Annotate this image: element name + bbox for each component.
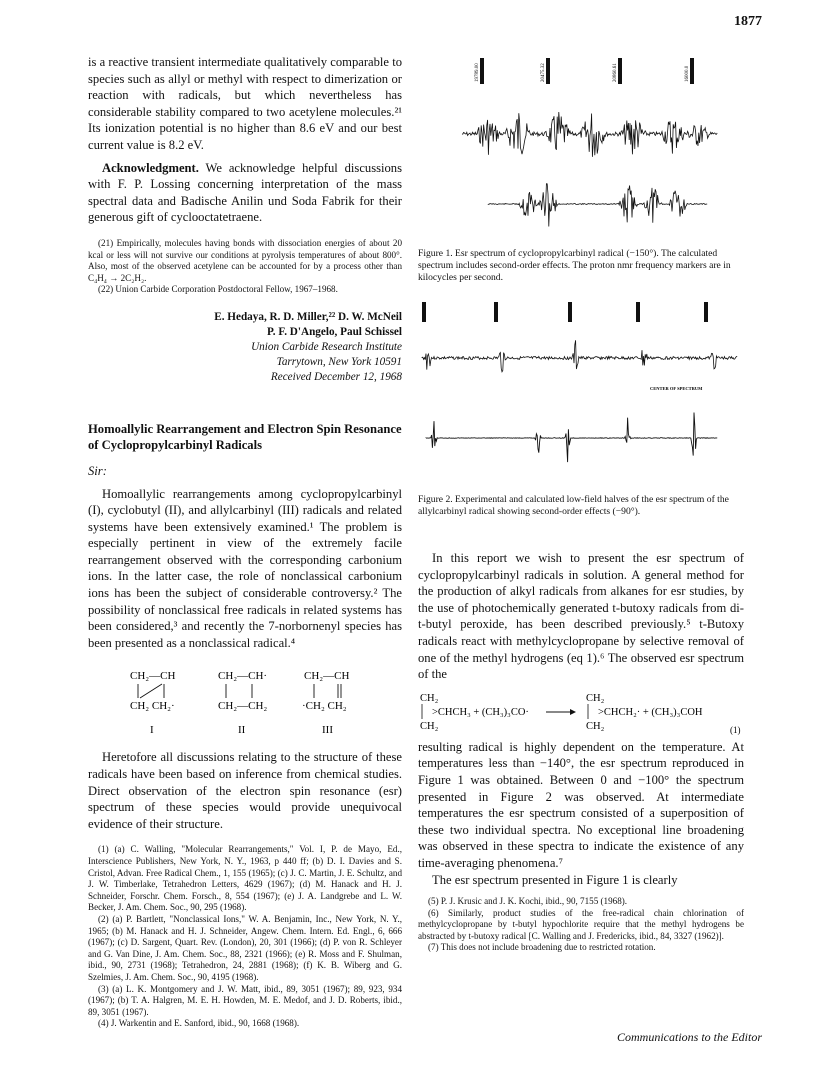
eq-right-top: CH₂ [586, 692, 605, 704]
structure-III-bottom: ·CH₂ CH₂ [302, 700, 347, 713]
footnotes-bottom [88, 844, 402, 1030]
eq-right-bot: CH₂ [586, 720, 605, 732]
frequency-marker [568, 302, 572, 322]
structure-I-top: CH₂—CH [130, 670, 176, 683]
paragraph-2: Heretofore all discussions relating to the structure of these radicals have been based on inference from chemical studies. Direct observation of the electron spin resonance (esr) spectrum of these species would provide unequivocal evidence of their structure. [88, 750, 402, 831]
footer-journal-section: Communications to the Editor [617, 1030, 762, 1044]
structure-II-label: II [238, 724, 246, 737]
authors-line2: P. F. D'Angelo, Paul Schissel [267, 325, 402, 338]
footnote-6: (6) Similarly, product studies of the free-radical chain chlorination of methylcyclopropane by t-butyl hypochlorite require that the methyl hydrogens be abstracted by t-butoxy radical [C. Walling and J. Fredericks, ibid., 84, 3327 (1962)]. [418, 907, 744, 941]
frequency-marker [480, 58, 484, 84]
structure-II-top: CH₂—CH· [218, 670, 268, 683]
footnote-1: (1) (a) C. Walling, "Molecular Rearrangements," Vol. I, P. de Mayo, Ed., Interscience Publishers, New York, N. Y., 1963, p 440 ff; (b) D. I. Davies and S. Cristol, Advan. Free Radical Chem., 1, 155 (1965); (c) J. C. Martin, J. E. Schultz, and J. W. Timberlake, Tetrahedron Letters, 4629 (1967); (d) M. Hanack and H. J. Schneider, Forschr. Chem. Forsch., 8, 554 (1967); (e) J. A. Landgrebe and L. W. Becker, J. Am. Chem. Soc., 90, 295 (1968). [88, 844, 402, 913]
frequency-marker [494, 302, 498, 322]
eq-left-bot: CH₂ [420, 720, 439, 732]
authors-line1: E. Hedaya, R. D. Miller,²² D. W. McNeil [214, 310, 402, 323]
frequency-marker [546, 58, 550, 84]
footnote-5: (5) P. J. Krusic and J. K. Kochi, ibid., 90, 7155 (1968). [428, 896, 628, 907]
footnote-3: (3) (a) L. K. Montgomery and J. W. Matt, ibid., 89, 3051 (1967); 89, 923, 934 (1967); (b) T. A. Halgren, M. E. H. Howden, M. E. Medof, and J. D. Roberts, ibid., 89, 3051 (1967). [88, 983, 402, 1017]
structure-I-bottom: CH₂ CH₂· [130, 700, 175, 713]
frequency-marker [618, 58, 622, 84]
frequency-marker [690, 58, 694, 84]
frequency-marker [636, 302, 640, 322]
marker-label-3: 20860.61 [613, 63, 618, 82]
center-of-spectrum-label: CENTER OF SPECTRUM [650, 386, 703, 391]
frequency-marker [422, 302, 426, 322]
affiliation-2: Tarrytown, New York 10591 [276, 355, 402, 368]
footnote-4: (4) J. Warkentin and E. Sanford, ibid., 90, 1668 (1968). [98, 1018, 300, 1029]
page-number: 1877 [734, 14, 762, 29]
author-block [88, 310, 402, 385]
figure-2-spectrum [418, 298, 744, 488]
equation-1 [418, 689, 744, 737]
frequency-marker [704, 302, 708, 322]
salutation: Sir: [88, 463, 107, 478]
footnote-22: (22) Union Carbide Corporation Postdoctoral Fellow, 1967–1968. [98, 284, 338, 295]
right-paragraph-3: The esr spectrum presented in Figure 1 is clearly [432, 872, 678, 887]
figure-1-experimental-trace [462, 112, 717, 157]
structure-III [302, 670, 349, 736]
figure-2-caption: Figure 2. Experimental and calculated low-field halves of the esr spectrum of the allylcarbinyl radical showing second-order effects (−90°). [418, 494, 729, 517]
footnotes-right [418, 896, 744, 954]
figure-2-calculated-trace [426, 413, 717, 463]
arrow-head-icon [570, 709, 576, 715]
eq-right-mid: >CHCH₂· + (CH₃)₃COH [598, 706, 703, 718]
structure-II [218, 670, 267, 736]
footnote-2: (2) (a) P. Bartlett, "Nonclassical Ions," W. A. Benjamin, Inc., New York, N. Y., 1965; (b) M. Hanack and H. J. Schneider, Angew. Chem. Intern. Ed. Engl., 6, 666 (1967); (c) D. Sargent, Quart. Rev. (London), 20, 301 (1966); (d) P. von R. Schleyer and G. Van Dine, J. Am. Chem. Soc., 88, 2321 (1966); (e) R. Moss and F. Shulman, ibid., 90, 2731 (1968); Tetrahedron, 24, 2881 (1968); (f) K. B. Wiberg and G. Szelmies, J. Am. Chem. Soc., 90, 4195 (1968). [88, 913, 402, 982]
eq-left-top: CH₂ [420, 692, 439, 704]
paragraph-1: Homoallylic rearrangements among cyclopropylcarbinyl (I), cyclobutyl (II), and allylcarbinyl (III) radicals and related systems have been extensively examined.¹ The problem is especially pertinent in view of the extremely facile rearrangement observed with the corresponding carbonium ions. In the latter case, the role of nonclassical carbonium ions has been the subject of considerable controversy.² The possibility of nonclassical free radicals in related systems has been considered,³ and recently the 7-norbornenyl species has been presented as a nonclassical radical.⁴ [88, 486, 402, 650]
footnote-21: (21) Empirically, molecules having bonds with dissociation energies of about 20 kcal or less will not survive our conditions at pyrolysis temperatures of about 800°. Also, most of the observed acetylene can be accounted for by a process other than C₄H₄ → 2C₂H₂. [88, 237, 402, 283]
right-paragraph-1: In this report we wish to present the esr spectrum of cyclopropylcarbinyl radicals in solution. A general method for the production of alkyl radicals from alkanes for esr studies, by the use of photochemically generated t-butoxy radicals from di-t-butyl peroxide, has been described previously.⁵ t-Butoxy radicals react with methylcyclopropane by selective removal of one of the methyl hydrogens (eq 1).⁶ The observed esr spectrum of the [418, 551, 744, 682]
structure-I-bond-diag [140, 684, 162, 698]
marker-label-1: 19789.00 [475, 63, 480, 82]
figure-1-caption: Figure 1. Esr spectrum of cyclopropylcarbinyl radical (−150°). The calculated spectrum includes second-order effects. The proton nmr frequency markers are in kilocycles per second. [418, 248, 731, 283]
marker-label-2: 20475.32 [541, 63, 546, 82]
structure-III-label: III [322, 724, 333, 737]
eq-left-mid: >CHCH₃ + (CH₃)₃CO· [432, 706, 529, 718]
acknowledgment [88, 160, 402, 226]
ack-text: We acknowledge helpful discussions with F. P. Lossing concerning interpretation of the mass spectral data and Badische Anilin und Soda Fabrik for their generous gift of cyclooctatetraene. [88, 160, 403, 225]
right-column [418, 54, 744, 954]
ack-label: Acknowledgment. [102, 160, 199, 175]
figure-1-markers [475, 58, 694, 84]
structure-II-bottom: CH₂—CH₂ [218, 700, 268, 713]
structure-III-top: CH₂—CH [304, 670, 350, 683]
figure-1-spectrum [418, 54, 744, 244]
affiliation-1: Union Carbide Research Institute [251, 340, 402, 353]
structure-I-label: I [150, 724, 154, 737]
structure-I [130, 670, 175, 736]
left-column [88, 54, 402, 1030]
figure-1-calculated-trace [488, 184, 707, 227]
article-title: Homoallylic Rearrangement and Electron Spin Resonance of Cyclopropylcarbinyl Radicals [88, 421, 402, 452]
footnote-7: (7) This does not include broadening due to restricted rotation. [428, 942, 656, 953]
received-date: Received December 12, 1968 [270, 370, 402, 383]
marker-label-4: 16000.0 [685, 65, 690, 82]
intro-paragraph: is a reactive transient intermediate qualitatively comparable to species such as allyl or methyl with respect to dimerization or reaction with radicals, but which nevertheless has considerable stability compared to two acetylene molecules.²¹ Its ionization potential is no higher than 8.6 eV and our best current value is 8.2 eV. [88, 55, 402, 152]
figure-2-experimental-trace [422, 340, 737, 372]
footnotes-top [88, 238, 402, 296]
radical-structures [88, 665, 402, 737]
eq-number: (1) [730, 724, 741, 735]
right-paragraph-2: resulting radical is highly dependent on the temperature. At temperatures less than −140°, the esr spectrum reproduced in Figure 1 was obtained. Between 0 and −100° the spectrum presented in Figure 2 was observed. At intermediate temperatures the esr spectrum consisted of a superposition of these two individual spectra. No exceptional line broadening was observed in these spectra to indicate the existence of any time-averaging phenomena.⁷ The esr spectrum presented in Figure 1 is clearly [418, 739, 744, 887]
